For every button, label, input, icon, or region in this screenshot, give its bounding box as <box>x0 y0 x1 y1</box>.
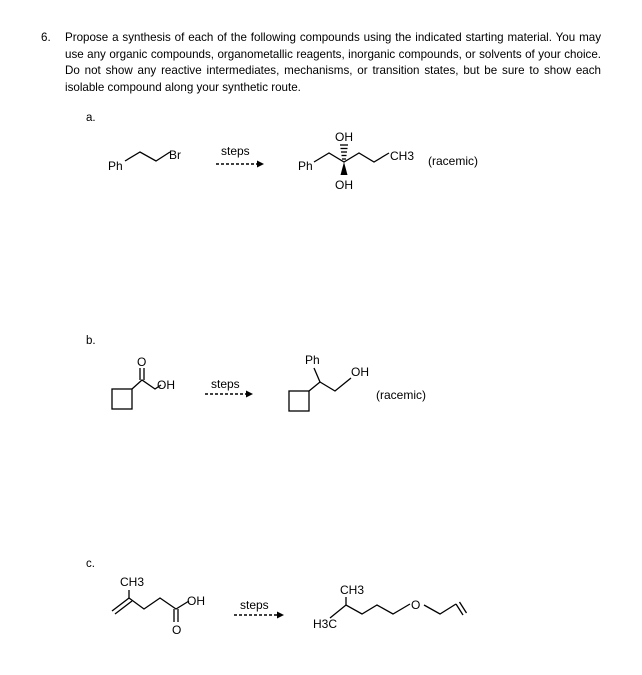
part-a-reaction-arrow <box>216 144 264 168</box>
part-a-product <box>298 130 478 192</box>
question-text: Propose a synthesis of each of the following compounds using the indicated starting material. You may use any organic compounds, organometallic reagents, inorganic compounds, or solvents of your choice. Do not show any reactive intermediates, mechanisms, or transition states, but be sure to show each isolable compound along your synthetic route. <box>65 31 601 95</box>
part-b-reaction-arrow <box>205 377 253 398</box>
methyl-ch3-label: CH3 <box>340 583 365 597</box>
ether-oxygen-label: O <box>411 598 421 612</box>
steps-label: steps <box>211 377 240 391</box>
question-number: 6. <box>41 31 51 44</box>
racemic-note: (racemic) <box>376 388 426 402</box>
phenyl-label: Ph <box>298 159 313 173</box>
part-b-product <box>289 353 426 411</box>
methyl-label: CH3 <box>120 575 145 589</box>
part-c-starting-material <box>112 575 205 637</box>
part-a-label: a. <box>86 112 96 124</box>
phenyl-label: Ph <box>108 159 123 173</box>
part-b-label: b. <box>86 335 96 347</box>
part-c-label: c. <box>86 558 95 570</box>
part-b-starting-material <box>112 355 175 409</box>
hydroxyl-label: OH <box>157 378 175 392</box>
arrow-head-icon <box>246 391 253 398</box>
part-c-product <box>313 583 467 631</box>
bromine-label: Br <box>169 148 181 162</box>
carbonyl-oxygen-label: O <box>172 623 182 637</box>
methyl-label: CH3 <box>390 149 415 163</box>
racemic-note: (racemic) <box>428 154 478 168</box>
part-c-reaction-arrow <box>234 598 284 619</box>
hydroxyl-bottom-label: OH <box>335 178 353 192</box>
arrow-head-icon <box>277 612 284 619</box>
hydroxyl-top-label: OH <box>335 130 353 144</box>
steps-label: steps <box>240 598 269 612</box>
arrow-head-icon <box>257 161 264 168</box>
methyl-h3c-label: H3C <box>313 617 338 631</box>
hydroxyl-label: OH <box>187 594 205 608</box>
hydroxyl-label: OH <box>351 365 369 379</box>
steps-label: steps <box>221 144 250 158</box>
carbonyl-oxygen-label: O <box>137 355 147 369</box>
part-a-starting-material <box>108 148 181 173</box>
phenyl-label: Ph <box>305 353 320 367</box>
